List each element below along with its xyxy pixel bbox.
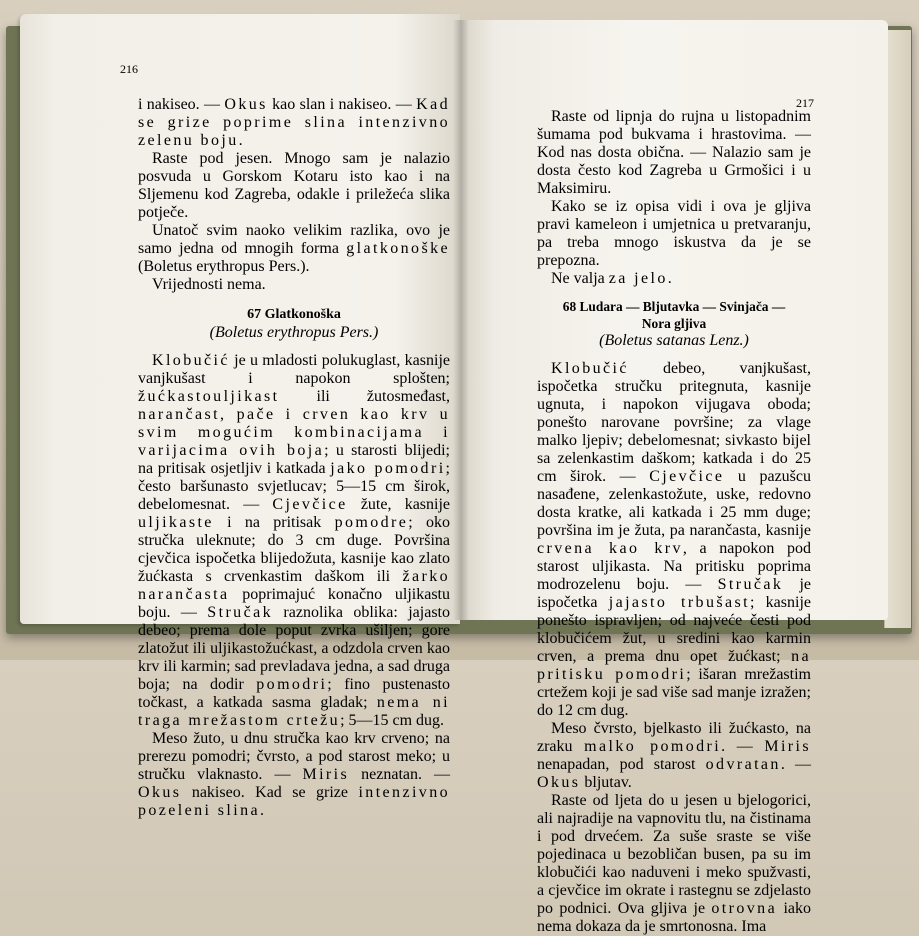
- text-run: debeo, vanjkušast, ispočetka stručku pritegnuta, kasnije ugnuta, i napokon vijugava oboda; ponešto narovane površine; za vlage malko ljepiv; debelomesnat; sivkasto bijel sa zelenkastim daškom; katkada i do 25 cm širok. —: [537, 360, 811, 485]
- text-run: i na pritisak: [213, 514, 335, 531]
- text-run: ili žutosmeđast,: [279, 388, 450, 405]
- spaced-text: Cjevčice: [272, 496, 348, 513]
- paragraph: Vrijednosti nema.: [152, 276, 266, 293]
- text-run: ; oko stručka uleknute; do 3 cm duge. Površina cjevčica ispočetka blijedožuta, kasnije kao zlato žućkasta s crvenkastim daškom ili: [138, 514, 450, 585]
- left-page-number: 216: [120, 62, 138, 76]
- text-run: Meso žuto, u dnu stručka kao krv crveno; na prerezu pomodri; čvrsto, a pod starost meko; u stručku vlaknasto. —: [138, 730, 450, 783]
- spaced-text: odvratan: [705, 756, 781, 773]
- text-run: i nakiseo. —: [138, 96, 225, 113]
- left-page-text: [138, 96, 450, 820]
- text-run: ; često baršunasto svjetlucav; 5—15 cm širok, debelomesnat. —: [138, 460, 450, 513]
- spaced-text: Klobučić: [152, 352, 230, 369]
- text-run: ; kasnije ponešto ispravljen; od najveće česti pod klobučićem žut, u sredini kao karmin crven, a prema dnu opet žućkast;: [537, 594, 812, 665]
- section-heading-line: Nora gljiva: [641, 316, 707, 331]
- text-run: . —: [780, 756, 811, 773]
- text-run: (Boletus erythropus Pers.).: [138, 258, 310, 275]
- text-run: iako nema dokaza da je smrtonosna. Ima: [537, 900, 811, 935]
- spaced-text: Stručak: [207, 604, 273, 621]
- text-run: ; 5—15 cm dug.: [340, 712, 445, 729]
- paragraph: Kako se iz opisa vidi i ova je gljiva pravi kameleon i umjetnica u pretvaranju, pa treba mnogo iskustva da je se prepozna.: [537, 198, 811, 269]
- text-run: u pazušcu nasađene, zelenkastožute, uske, redovno dosta kratke, ali katkada i 25 mm duge; površina im je žuta, pa narančasta, kasnije: [537, 468, 812, 539]
- text-run: ; u starosti blijedi; na pritisak osjetljiv i katkada: [138, 442, 450, 477]
- text-run: raznolika oblika: jajasto debeo; prema dole poput zvrka ušiljen; gore zlatožut ili uljikastožućkast, a odzdola crven kao krv ili karmin; sad prevladava jedna, a sad druga boja; na dodir: [138, 604, 450, 693]
- spaced-text: jajasto trbušast: [608, 594, 750, 611]
- spaced-text: jako pomodri: [330, 460, 446, 477]
- text-run: je ispočetka: [537, 576, 812, 611]
- spaced-text: Klobučić: [551, 360, 629, 377]
- right-page-number: 217: [796, 96, 814, 110]
- spaced-text: crvena kao krv: [537, 540, 683, 557]
- right-page-text: [537, 108, 811, 936]
- paragraph: Raste pod jesen. Mnogo sam je nalazio posvuda u Gorskom Kotaru isto kao i na Sljemenu kod Zagreba, odakle i priležeća slika potječe.: [138, 150, 450, 221]
- text-run: . —: [721, 738, 765, 755]
- spaced-text: nema ni traga mrežastom crtežu: [138, 694, 450, 729]
- text-run: je u mladosti polukuglast, kasnije vanjkušast i napokon splošten;: [138, 352, 450, 387]
- spaced-text: Cjevčice: [649, 468, 725, 485]
- text-run: , a napokon pod starost uljikasta. Na pritisku poprima modrozelenu boju. —: [537, 540, 811, 593]
- text-run: kao slan i nakiseo. —: [267, 96, 417, 113]
- text-run: žute, kasnije: [347, 496, 451, 513]
- paragraph: [138, 352, 450, 730]
- spaced-text: Okus: [138, 784, 182, 801]
- spaced-text: Okus: [537, 774, 581, 791]
- paragraph: Raste od lipnja do rujna u listopadnim šumama pod bukvama i hrastovima. — Kod nas dosta obična. — Nalazio sam je dosta često kod Zagreba u Grmošici i u Maksimiru.: [537, 108, 811, 197]
- section-heading-line: 68 Ludara — Bljutavka — Svinjača —: [562, 299, 786, 314]
- spaced-text: pomodre: [334, 514, 409, 531]
- spaced-text: Kad se grize poprime slina intenzivno zelenu boju.: [138, 96, 450, 149]
- paragraph: [537, 720, 811, 792]
- text-run: Meso čvrsto, bjelkasto ili žućkasto, na zraku: [537, 720, 811, 755]
- spaced-text: Okus: [224, 96, 268, 113]
- text-run: Ne valja: [551, 270, 609, 287]
- spaced-text: Miris: [764, 738, 811, 755]
- paragraph: [138, 222, 450, 276]
- text-run: neznatan. —: [349, 766, 450, 783]
- spaced-text: uljikaste: [138, 514, 214, 531]
- text-run: ; išaran mrežastim crtežem koji je sad više sad manje izražen; do 12 cm dug.: [537, 666, 811, 719]
- spaced-text: za jelo.: [608, 270, 675, 287]
- spaced-text: žarko narančasta: [138, 568, 450, 603]
- text-run: Raste od ljeta do u jesen u bjelogorici, ali najradije na vapnovitu tlu, na čistinama i pod drvećem. Za suše sraste se više pojedinaca u bezobličan busen, pa su im klobučići kao naduveni i meko spužvasti, a cjevčice im okrate i rastegnu se zdjelasto po podnici. Ova gljiva je: [537, 792, 811, 917]
- spaced-text: na pritisku pomodri: [537, 648, 811, 683]
- spaced-text: žućkastouljikast: [138, 388, 280, 405]
- text-run: Unatoč svim naoko velikim razlika, ovo je samo jedna od mnogih forma: [138, 222, 450, 257]
- spaced-text: glatkonoške: [346, 240, 450, 257]
- latin-name: (Boletus erythropus Pers.): [209, 324, 379, 341]
- spaced-text: otrovna: [711, 900, 778, 917]
- section-heading: [537, 298, 811, 332]
- text-run: nakiseo. Kad se grize: [181, 784, 359, 801]
- section-heading: 67 Glatkonoška: [247, 307, 341, 322]
- text-run: bljutav.: [580, 774, 632, 791]
- spaced-text: pomodri: [256, 676, 328, 693]
- spaced-text: Stručak: [717, 576, 784, 593]
- text-run: nenapadan, pod starost: [537, 756, 706, 773]
- spaced-text: narančast, pače i crven kao krv u svim mogućim kombinacijama i varijacima ovih boja: [138, 406, 450, 459]
- paragraph: [537, 270, 811, 288]
- spaced-text: malko pomodri: [584, 738, 722, 755]
- paragraph: [138, 96, 450, 150]
- text-run: poprimajuć konačno uljikastu boju. —: [138, 586, 450, 621]
- latin-name: (Boletus satanas Lenz.): [599, 332, 749, 349]
- paragraph: [537, 360, 811, 720]
- paragraph: [537, 792, 811, 936]
- spaced-text: intenzivno pozeleni slina.: [138, 784, 450, 819]
- spaced-text: Miris: [302, 766, 350, 783]
- text-run: ; fino pustenasto točkast, a katkada sasma gladak;: [138, 676, 450, 711]
- paragraph: [138, 730, 450, 820]
- page-block-edge: [884, 30, 911, 628]
